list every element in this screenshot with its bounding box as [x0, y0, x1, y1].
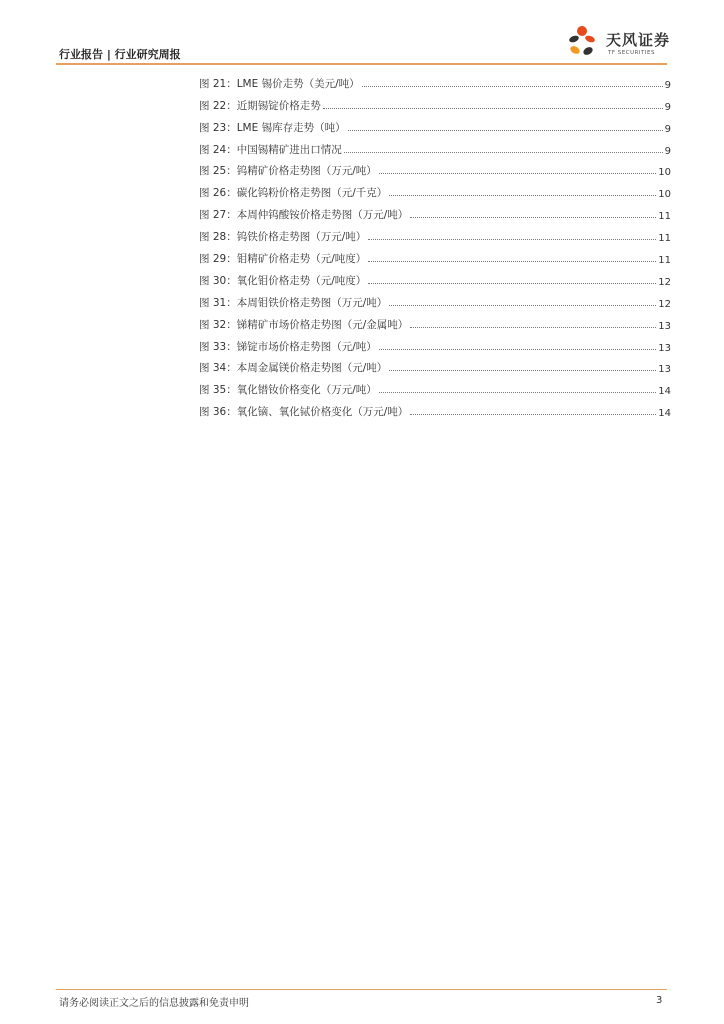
toc-entry-page: 12	[658, 298, 671, 310]
toc-entry[interactable]	[199, 69, 671, 91]
toc-entry[interactable]	[199, 288, 671, 310]
toc-entry-page: 9	[664, 123, 671, 135]
toc-entry-page: 9	[664, 101, 671, 113]
logo-english-text: TF SECURITIES	[608, 50, 655, 56]
toc-leader-dots	[323, 108, 663, 109]
toc-entry-page: 9	[664, 145, 671, 157]
company-logo	[568, 22, 678, 62]
report-header-title: 行业报告 | 行业研究周报	[59, 48, 181, 61]
toc-leader-dots	[379, 392, 657, 393]
toc-entry-label: 图 34：本周金属镁价格走势图（元/吨）	[199, 362, 388, 375]
footer-disclaimer: 请务必阅读正文之后的信息披露和免责申明	[59, 998, 249, 1009]
toc-entry-page: 14	[658, 386, 671, 398]
figure-list	[199, 69, 671, 419]
toc-entry-page: 11	[658, 233, 671, 245]
toc-leader-dots	[348, 130, 663, 131]
toc-entry-label: 图 24：中国锡精矿进出口情况	[199, 143, 342, 156]
toc-entry[interactable]	[199, 375, 671, 397]
toc-entry-label: 图 30：氧化钼价格走势（元/吨度）	[199, 274, 367, 287]
toc-entry-label: 图 35：氧化镨钕价格变化（万元/吨）	[199, 384, 377, 397]
toc-entry-page: 13	[658, 364, 671, 376]
toc-leader-dots	[368, 261, 656, 262]
toc-entry-label: 图 22：近期锡锭价格走势	[199, 99, 321, 112]
toc-entry[interactable]	[199, 135, 671, 157]
toc-leader-dots	[389, 370, 656, 371]
toc-entry[interactable]	[199, 397, 671, 419]
toc-entry-label: 图 33：锑锭市场价格走势图（元/吨）	[199, 340, 377, 353]
toc-entry[interactable]	[199, 200, 671, 222]
toc-entry[interactable]	[199, 354, 671, 376]
toc-entry-page: 12	[658, 276, 671, 288]
header-divider	[56, 63, 667, 65]
toc-entry[interactable]	[199, 266, 671, 288]
toc-entry[interactable]	[199, 178, 671, 200]
toc-leader-dots	[368, 239, 656, 240]
logo-chinese-text: 天风证券	[606, 31, 671, 49]
toc-entry[interactable]	[199, 332, 671, 354]
toc-entry-page: 10	[658, 189, 671, 201]
toc-entry[interactable]	[199, 244, 671, 266]
toc-leader-dots	[410, 327, 656, 328]
toc-entry-label: 图 32：锑精矿市场价格走势图（元/金属吨）	[199, 318, 409, 331]
toc-entry-label: 图 25：钨精矿价格走势图（万元/吨）	[199, 165, 377, 178]
toc-entry-label: 图 36：氧化镝、氧化铽价格变化（万元/吨）	[199, 406, 409, 419]
toc-entry-label: 图 21：LME 锡价走势（美元/吨）	[199, 77, 360, 90]
toc-leader-dots	[368, 283, 656, 284]
toc-leader-dots	[379, 173, 657, 174]
toc-entry-page: 13	[658, 320, 671, 332]
toc-entry-page: 11	[658, 255, 671, 267]
toc-entry-label: 图 23：LME 锡库存走势（吨）	[199, 121, 346, 134]
tf-logo-icon	[568, 22, 608, 62]
toc-entry-page: 13	[658, 342, 671, 354]
toc-entry-label: 图 27：本周仲钨酸铵价格走势图（万元/吨）	[199, 209, 409, 222]
toc-leader-dots	[410, 414, 656, 415]
page-number: 3	[656, 995, 663, 1006]
toc-leader-dots	[389, 305, 656, 306]
toc-leader-dots	[389, 195, 656, 196]
toc-leader-dots	[362, 86, 663, 87]
toc-entry-page: 11	[658, 211, 671, 223]
footer-divider	[56, 989, 667, 990]
toc-entry-page: 10	[658, 167, 671, 179]
toc-entry[interactable]	[199, 113, 671, 135]
toc-entry[interactable]	[199, 91, 671, 113]
toc-leader-dots	[379, 349, 657, 350]
toc-entry-label: 图 26：碳化钨粉价格走势图（元/千克）	[199, 187, 388, 200]
toc-entry[interactable]	[199, 222, 671, 244]
toc-entry[interactable]	[199, 157, 671, 179]
toc-entry[interactable]	[199, 310, 671, 332]
toc-entry-label: 图 31：本周钼铁价格走势图（万元/吨）	[199, 296, 388, 309]
toc-leader-dots	[410, 217, 656, 218]
toc-entry-label: 图 28：钨铁价格走势图（万元/吨）	[199, 231, 367, 244]
toc-entry-label: 图 29：钼精矿价格走势（元/吨度）	[199, 253, 367, 266]
toc-entry-page: 9	[664, 79, 671, 91]
toc-leader-dots	[344, 152, 663, 153]
toc-entry-page: 14	[658, 408, 671, 420]
